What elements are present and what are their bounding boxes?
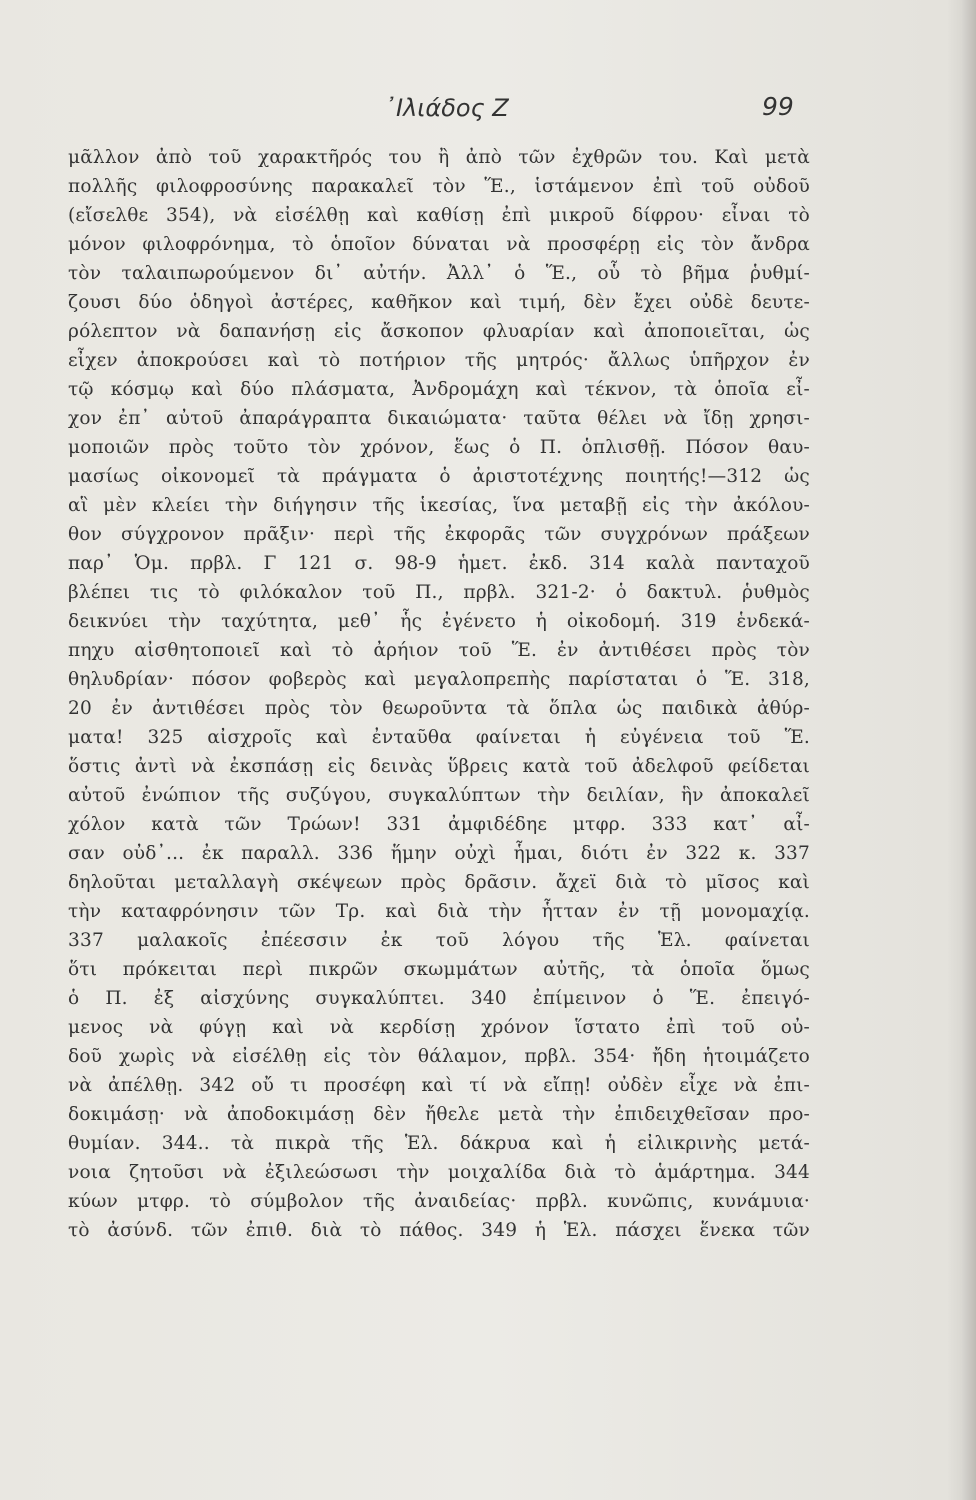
text-line: μᾶλλον ἀπὸ τοῦ χαρακτῆρός του ἢ ἀπὸ τῶν ἐχθρῶν του. Καὶ μετὰ (68, 147, 810, 168)
page-edge-shadow (962, 0, 976, 1500)
text-line: 337 μαλακοῖς ἐπέεσσιν ἐκ τοῦ λόγου τῆς Ἑλ. φαίνεται (68, 930, 810, 951)
text-line: θον σύγχρονον πρᾶξιν· περὶ τῆς ἐκφορᾶς τῶν συγχρόνων πράξεων (68, 524, 810, 545)
text-line: μασίως οἰκονομεῖ τὰ πράγματα ὁ ἀριστοτέχνης ποιητής!—312 ὡς (68, 466, 810, 487)
text-line: θηλυδρίαν· πόσον φοβερὸς καὶ μεγαλοπρεπὴς παρίσταται ὁ Ἕ. 318, (68, 669, 810, 690)
text-line: ὅστις ἀντὶ νὰ ἐκσπάσῃ εἰς δεινὰς ὕβρεις κατὰ τοῦ ἀδελφοῦ φείδεται (68, 756, 810, 777)
commentary-text (68, 143, 810, 1245)
text-line: νὰ ἀπέλθῃ. 342 οὔ τι προσέφη καὶ τί νὰ εἴπῃ! οὐδὲν εἶχε νὰ ἐπι- (68, 1075, 810, 1096)
text-line: παρ᾽ Ὁμ. πρβλ. Γ 121 σ. 98-9 ἡμετ. ἐκδ. 314 καλὰ πανταχοῦ (68, 553, 810, 574)
text-line: δοκιμάσῃ· νὰ ἀποδοκιμάσῃ δὲν ἤθελε μετὰ τὴν ἐπιδειχθεῖσαν προ- (68, 1104, 810, 1125)
text-line: μοποιῶν πρὸς τοῦτο τὸν χρόνον, ἕως ὁ Π. ὁπλισθῇ. Πόσον θαυ- (68, 437, 810, 458)
text-line: δηλοῦται μεταλλαγὴ σκέψεων πρὸς δρᾶσιν. ἄχεϊ διὰ τὸ μῖσος καὶ (68, 872, 810, 893)
page-header (0, 86, 976, 126)
text-line: κύων μτφρ. τὸ σύμβολον τῆς ἀναιδείας· πρβλ. κυνῶπις, κυνάμυια· (68, 1191, 810, 1212)
text-line: μενος νὰ φύγῃ καὶ νὰ κερδίσῃ χρόνον ἵστατο ἐπὶ τοῦ οὐ- (68, 1017, 810, 1038)
running-title: ᾽Ιλιάδος Ζ (384, 94, 509, 122)
text-line: αἳ μὲν κλείει τὴν διήγησιν τῆς ἱκεσίας, ἵνα μεταβῇ εἰς τὴν ἀκόλου- (68, 495, 810, 516)
text-line: τῷ κόσμῳ καὶ δύο πλάσματα, Ἀνδρομάχη καὶ τέκνον, τὰ ὁποῖα εἶ- (68, 379, 810, 400)
text-line: δεικνύει τὴν ταχύτητα, μεθ᾽ ἧς ἐγένετο ἡ οἰκοδομή. 319 ἑνδεκά- (68, 611, 810, 632)
text-line: αὐτοῦ ἐνώπιον τῆς συζύγου, συγκαλύπτων τὴν δειλίαν, ἣν ἀποκαλεῖ (68, 785, 810, 806)
text-line: πηχυ αἰσθητοποιεῖ καὶ τὸ ἀρήιον τοῦ Ἕ. ἐν ἀντιθέσει πρὸς τὸν (68, 640, 810, 661)
text-line: ὅτι πρόκειται περὶ πικρῶν σκωμμάτων αὐτῆς, τὰ ὁποῖα ὅμως (68, 959, 810, 980)
text-line: 20 ἐν ἀντιθέσει πρὸς τὸν θεωροῦντα τὰ ὅπλα ὡς παιδικὰ ἀθύρ- (68, 698, 810, 719)
text-line: τὸν ταλαιπωρούμενον δι᾽ αὐτήν. Ἀλλ᾽ ὁ Ἕ., οὗ τὸ βῆμα ῥυθμί- (68, 263, 810, 284)
text-line: ρόλεπτον νὰ δαπανήσῃ εἰς ἄσκοπον φλυαρίαν καὶ ἀποποιεῖται, ὡς (68, 321, 810, 342)
text-line: σαν οὐδ᾽... ἐκ παραλλ. 336 ἥμην οὐχὶ ἧμαι, διότι ἐν 322 κ. 337 (68, 843, 810, 864)
text-line: ὁ Π. ἐξ αἰσχύνης συγκαλύπτει. 340 ἐπίμεινον ὁ Ἕ. ἐπειγό- (68, 988, 810, 1009)
text-line: νοια ζητοῦσι νὰ ἐξιλεώσωσι τὴν μοιχαλίδα διὰ τὸ ἁμάρτημα. 344 (68, 1162, 810, 1183)
text-line: μόνον φιλοφρόνημα, τὸ ὁποῖον δύναται νὰ προσφέρῃ εἰς τὸν ἄνδρα (68, 234, 810, 255)
text-line: χον ἐπ᾽ αὐτοῦ ἀπαράγραπτα δικαιώματα· ταῦτα θέλει νὰ ἴδῃ χρησι- (68, 408, 810, 429)
text-line: ματα! 325 αἰσχροῖς καὶ ἐνταῦθα φαίνεται ἡ εὐγένεια τοῦ Ἕ. (68, 727, 810, 748)
text-line: θυμίαν. 344.. τὰ πικρὰ τῆς Ἑλ. δάκρυα καὶ ἡ εἰλικρινὴς μετά- (68, 1133, 810, 1154)
text-line: τὴν καταφρόνησιν τῶν Τρ. καὶ διὰ τὴν ἧτταν ἐν τῇ μονομαχίᾳ. (68, 901, 810, 922)
text-line: τὸ ἀσύνδ. τῶν ἐπιθ. διὰ τὸ πάθος. 349 ἡ Ἑλ. πάσχει ἕνεκα τῶν (68, 1220, 810, 1241)
text-line: πολλῆς φιλοφροσύνης παρακαλεῖ τὸν Ἕ., ἱστάμενον ἐπὶ τοῦ οὐδοῦ (68, 176, 810, 197)
text-line: δοῦ χωρὶς νὰ εἰσέλθῃ εἰς τὸν θάλαμον, πρβλ. 354· ἤδη ἡτοιμάζετο (68, 1046, 810, 1067)
text-line: χόλον κατὰ τῶν Τρώων! 331 ἀμφιδέδηε μτφρ. 333 κατ᾽ αἶ- (68, 814, 810, 835)
text-line: εἶχεν ἀποκρούσει καὶ τὸ ποτήριον τῆς μητρός· ἄλλως ὑπῆρχον ἐν (68, 350, 810, 371)
text-line: βλέπει τις τὸ φιλόκαλον τοῦ Π., πρβλ. 321-2· ὁ δακτυλ. ῥυθμὸς (68, 582, 810, 603)
text-line: (εἴσελθε 354), νὰ εἰσέλθῃ καὶ καθίσῃ ἐπὶ μικροῦ δίφρου· εἶναι τὸ (68, 205, 810, 226)
text-line: ζουσι δύο ὁδηγοὶ ἀστέρες, καθῆκον καὶ τιμή, δὲν ἔχει οὐδὲ δευτε- (68, 292, 810, 313)
page-number: 99 (762, 92, 794, 121)
